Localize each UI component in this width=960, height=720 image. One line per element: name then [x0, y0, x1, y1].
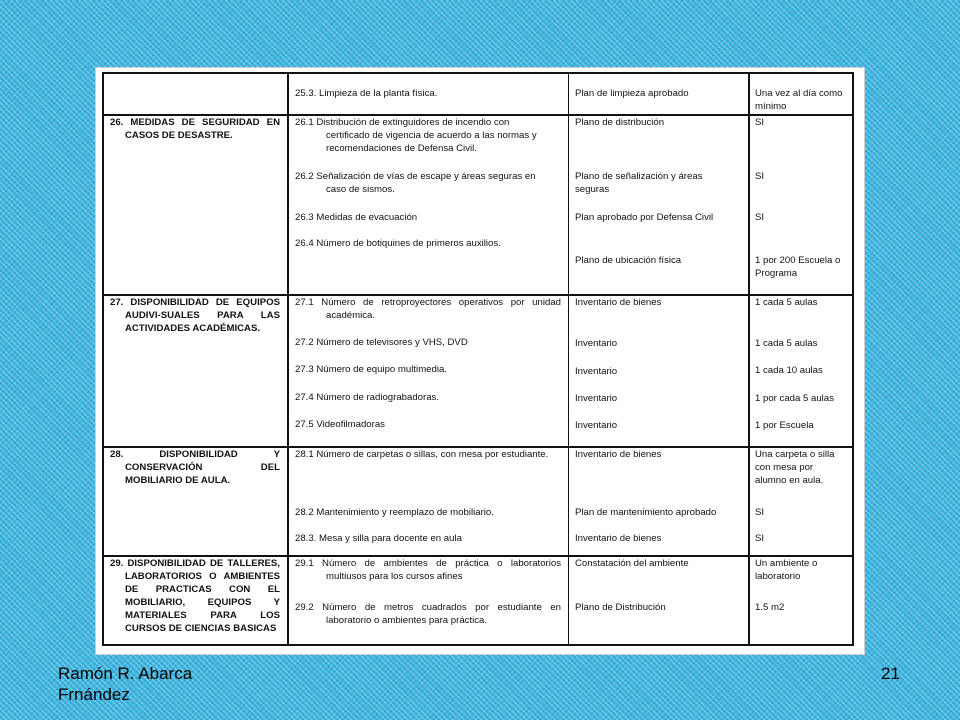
- standard-28-1-line1: Una carpeta o silla: [755, 449, 835, 460]
- section-29-title-line2: LABORATORIOS O AMBIENTES: [125, 571, 280, 582]
- row-divider: [104, 114, 852, 116]
- section-29-title-line4: MOBILIARIO, EQUIPOS Y: [125, 597, 280, 608]
- verification-26-1: Plano de distribución: [575, 117, 665, 128]
- item-29-1-line1: 29.1 Número de ambientes de práctica o laboratorios: [295, 558, 561, 569]
- document-page: [96, 68, 864, 654]
- page-number: 21: [881, 664, 900, 683]
- standard-27-2: 1 cada 5 aulas: [755, 338, 818, 349]
- item-26-2-line2: caso de sismos.: [326, 184, 395, 195]
- verification-27-3: Inventario: [575, 366, 618, 377]
- item-26-2-line1: 26.2 Señalización de vías de escape y áreas seguras en: [295, 171, 536, 182]
- item-27-2: 27.2 Número de televisores y VHS, DVD: [295, 337, 468, 348]
- section-27-title-line3: ACTIVIDADES ACADÉMICAS.: [125, 323, 261, 334]
- verification-28-1: Inventario de bienes: [575, 449, 662, 460]
- verification-29-1: Constatación del ambiente: [575, 558, 689, 569]
- section-28-title-line3: MOBILIARIO DE AULA.: [125, 475, 231, 486]
- verification-27-5: Inventario: [575, 420, 618, 431]
- standard-28-1-line2: con mesa por: [755, 462, 814, 473]
- standard-29-2: 1.5 m2: [755, 602, 785, 613]
- section-27-title: 27. DISPONIBILIDAD DE EQUIPOS: [110, 297, 280, 308]
- verification-26-2-line1: Plano de señalización y áreas: [575, 171, 703, 182]
- row-divider: [104, 446, 852, 448]
- standard-29-1-line1: Un ambiente o: [755, 558, 818, 569]
- verification-26-2-line2: seguras: [575, 184, 610, 195]
- verification-28-2: Plan de mantenimiento aprobado: [575, 507, 717, 518]
- item-28-3: 28.3. Mesa y silla para docente en aula: [295, 533, 462, 544]
- section-29-title: 29. DISPONIBILIDAD DE TALLERES,: [110, 558, 280, 569]
- section-29-title-line6: CURSOS DE CIENCIAS BASICAS: [125, 623, 277, 634]
- row-divider: [104, 555, 852, 557]
- section-27-title-line2: AUDIVI-SUALES PARA LAS: [125, 310, 280, 321]
- requirements-table: [102, 72, 854, 646]
- verification-26-4: Plano de ubicación física: [575, 255, 682, 266]
- column-divider: [748, 74, 750, 644]
- item-27-3: 27.3 Número de equipo multimedia.: [295, 364, 447, 375]
- item-27-1-line2: académica.: [326, 310, 376, 321]
- item-28-1: 28.1 Número de carpetas o sillas, con mesa por estudiante.: [295, 449, 549, 460]
- item-29-2-line1: 29.2 Número de metros cuadrados por estudiante en: [295, 602, 561, 613]
- standard-28-1-line3: alumno en aula.: [755, 475, 824, 486]
- item-26-1-line1: 26.1 Distribución de extinguidores de incendio con: [295, 117, 510, 128]
- item-26-3: 26.3 Medidas de evacuación: [295, 212, 418, 223]
- standard-26-4-line2: Programa: [755, 268, 798, 279]
- verification-28-3: Inventario de bienes: [575, 533, 662, 544]
- item-25-3: 25.3. Limpieza de la planta física.: [295, 88, 438, 99]
- section-29-title-line3: DE PRACTICAS CON EL: [125, 584, 280, 595]
- standard-26-1: SI: [755, 117, 765, 128]
- footer-author-line1: Ramón R. Abarca: [58, 664, 193, 683]
- column-divider: [287, 74, 289, 644]
- item-26-4: 26.4 Número de botiquines de primeros auxilios.: [295, 238, 501, 249]
- section-26-title: 26. MEDIDAS DE SEGURIDAD EN: [110, 117, 280, 128]
- item-26-1-line2: certificado de vigencia de acuerdo a las normas y: [326, 130, 537, 141]
- standard-26-2: SI: [755, 171, 765, 182]
- standard-28-3: SI: [755, 533, 765, 544]
- item-28-2: 28.2 Mantenimiento y reemplazo de mobiliario.: [295, 507, 494, 518]
- item-27-4: 27.4 Número de radiograbadoras.: [295, 392, 439, 403]
- row-divider: [104, 294, 852, 296]
- standard-27-1: 1 cada 5 aulas: [755, 297, 818, 308]
- item-27-1-line1: 27.1 Número de retroproyectores operativos por unidad: [295, 297, 561, 308]
- item-26-1-line3: recomendaciones de Defensa Civil.: [326, 143, 477, 154]
- verification-27-2: Inventario: [575, 338, 618, 349]
- column-divider: [568, 74, 569, 644]
- verification-29-2: Plano de Distribución: [575, 602, 666, 613]
- section-26-title-line2: CASOS DE DESASTRE.: [125, 130, 233, 141]
- section-28-title-line2: CONSERVACIÓN DEL: [125, 462, 280, 473]
- standard-27-4: 1 por cada 5 aulas: [755, 393, 834, 404]
- standard-25-3-line2: mínimo: [755, 101, 787, 112]
- standard-27-5: 1 por Escuela: [755, 420, 814, 431]
- item-29-1-line2: multiusos para los cursos afines: [326, 571, 463, 582]
- standard-26-3: SI: [755, 212, 765, 223]
- standard-27-3: 1 cada 10 aulas: [755, 365, 823, 376]
- footer-author-line2: Frnández: [58, 685, 130, 704]
- standard-28-2: SI: [755, 507, 765, 518]
- item-29-2-line2: laboratorio o ambientes para práctica.: [326, 615, 488, 626]
- verification-25-3: Plan de limpieza aprobado: [575, 88, 689, 99]
- section-29-title-line5: MATERIALES PARA LOS: [125, 610, 280, 621]
- verification-27-1: Inventario de bienes: [575, 297, 662, 308]
- verification-26-3: Plan aprobado por Defensa Civil: [575, 212, 714, 223]
- item-27-5: 27.5 Videofilmadoras: [295, 419, 385, 430]
- standard-29-1-line2: laboratorio: [755, 571, 801, 582]
- standard-25-3-line1: Una vez al día como: [755, 88, 843, 99]
- section-28-title: 28. DISPONIBILIDAD Y: [110, 449, 280, 460]
- verification-27-4: Inventario: [575, 393, 618, 404]
- standard-26-4-line1: 1 por 200 Escuela o: [755, 255, 841, 266]
